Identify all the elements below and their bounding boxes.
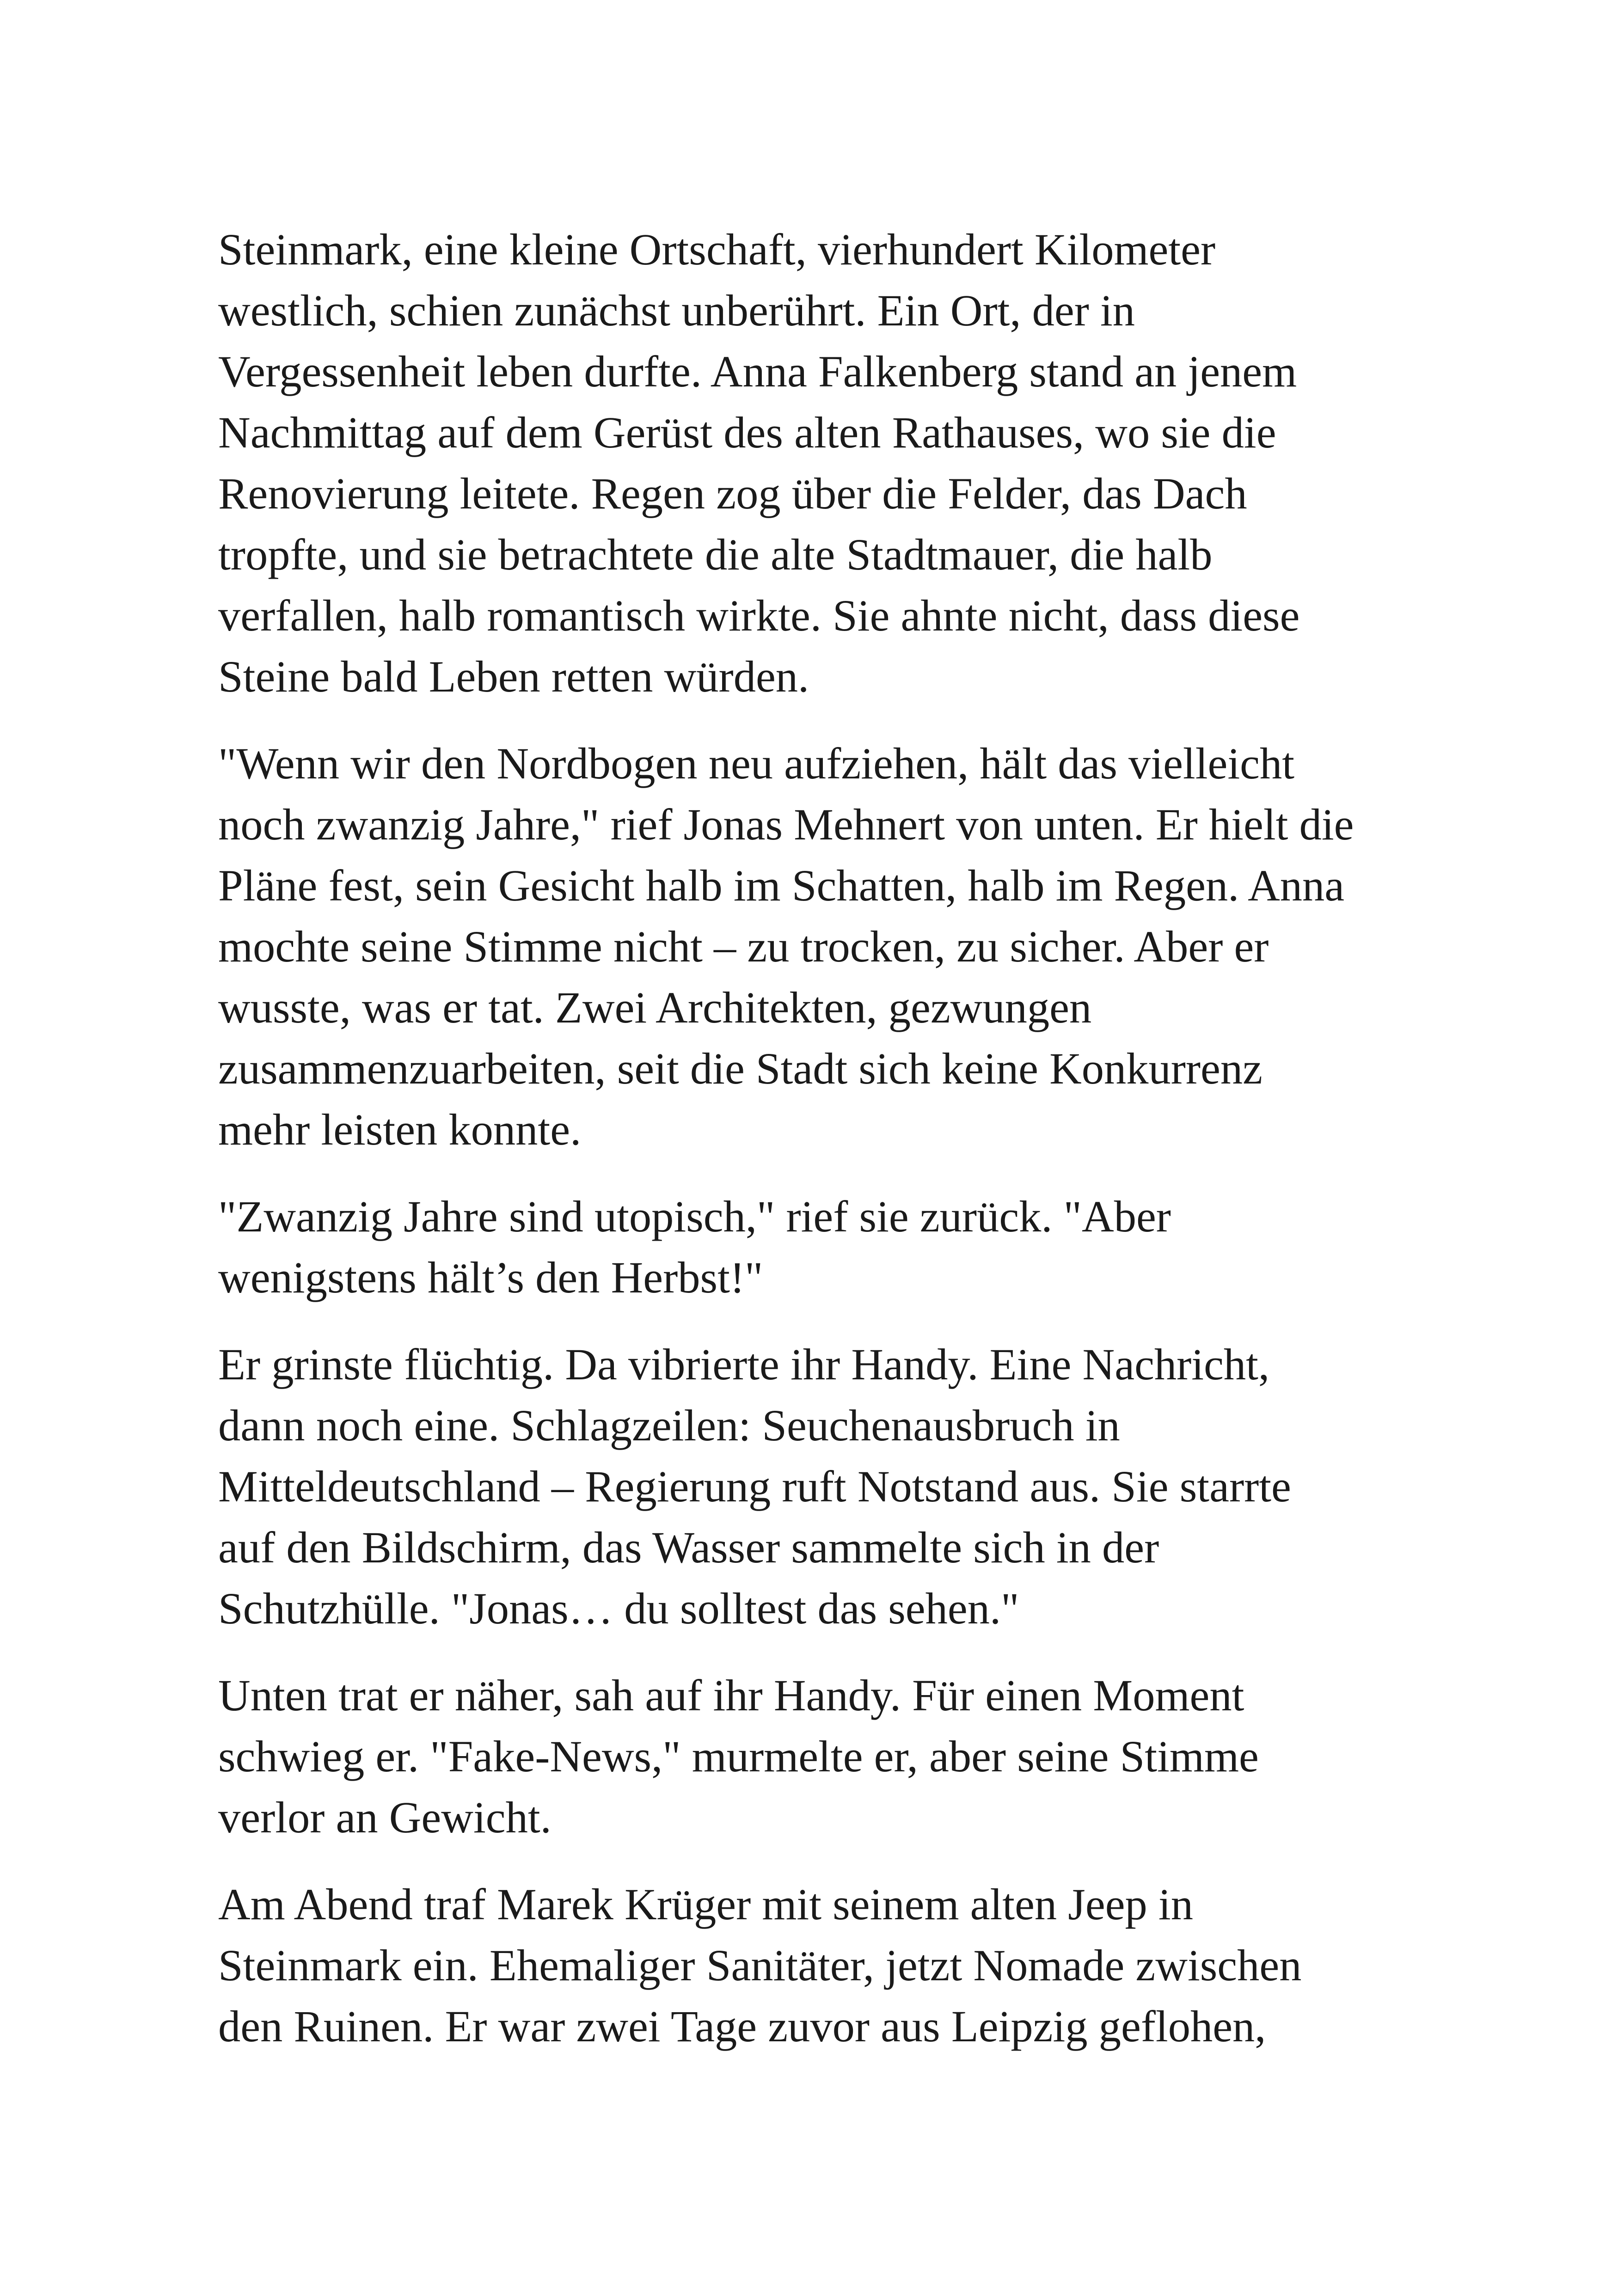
paragraph: [218, 1186, 1420, 1308]
text-line: mochte seine Stimme nicht – zu trocken, zu sicher. Aber er: [218, 922, 1269, 971]
paragraph: [218, 733, 1420, 1160]
text-line: Am Abend traf Marek Krüger mit seinem alten Jeep in: [218, 1880, 1193, 1929]
text-line: Steinmark, eine kleine Ortschaft, vierhundert Kilometer: [218, 225, 1216, 274]
text-line: tropfte, und sie betrachtete die alte Stadtmauer, die halb: [218, 530, 1213, 579]
text-line: Steine bald Leben retten würden.: [218, 652, 809, 701]
text-line: Er grinste flüchtig. Da vibrierte ihr Handy. Eine Nachricht,: [218, 1340, 1270, 1389]
text-line: Unten trat er näher, sah auf ihr Handy. Für einen Moment: [218, 1671, 1244, 1720]
paragraph: [218, 219, 1420, 707]
text-line: noch zwanzig Jahre," rief Jonas Mehnert von unten. Er hielt die: [218, 800, 1354, 849]
text-line: "Wenn wir den Nordbogen neu aufziehen, hält das vielleicht: [218, 739, 1295, 788]
text-line: verlor an Gewicht.: [218, 1793, 552, 1842]
text-line: zusammenzuarbeiten, seit die Stadt sich keine Konkurrenz: [218, 1044, 1263, 1093]
text-line: wenigstens hält’s den Herbst!": [218, 1253, 763, 1302]
text-line: Pläne fest, sein Gesicht halb im Schatten, halb im Regen. Anna: [218, 861, 1345, 910]
paragraph: [218, 1665, 1420, 1848]
text-line: Nachmittag auf dem Gerüst des alten Rathauses, wo sie die: [218, 408, 1276, 457]
text-line: "Zwanzig Jahre sind utopisch," rief sie zurück. "Aber: [218, 1192, 1171, 1241]
text-line: Mitteldeutschland – Regierung ruft Notstand aus. Sie starrte: [218, 1462, 1291, 1511]
text-line: wusste, was er tat. Zwei Architekten, gezwungen: [218, 983, 1092, 1032]
text-line: westlich, schien zunächst unberührt. Ein Ort, der in: [218, 286, 1135, 335]
text-line: Steinmark ein. Ehemaliger Sanitäter, jetzt Nomade zwischen: [218, 1941, 1302, 1990]
text-line: Renovierung leitete. Regen zog über die Felder, das Dach: [218, 469, 1247, 518]
text-line: Schutzhülle. "Jonas… du solltest das sehen.": [218, 1584, 1019, 1633]
text-line: mehr leisten konnte.: [218, 1105, 582, 1154]
text-line: Vergessenheit leben durfte. Anna Falkenberg stand an jenem: [218, 347, 1297, 396]
paragraph: [218, 1334, 1420, 1639]
text-line: den Ruinen. Er war zwei Tage zuvor aus Leipzig geflohen,: [218, 2002, 1266, 2051]
text-line: auf den Bildschirm, das Wasser sammelte sich in der: [218, 1523, 1159, 1572]
body-text: [218, 219, 1420, 2083]
text-line: dann noch eine. Schlagzeilen: Seuchenausbruch in: [218, 1401, 1120, 1450]
text-line: schwieg er. "Fake-News," murmelte er, aber seine Stimme: [218, 1732, 1259, 1781]
text-line: verfallen, halb romantisch wirkte. Sie ahnte nicht, dass diese: [218, 591, 1300, 640]
paragraph: [218, 1874, 1420, 2057]
